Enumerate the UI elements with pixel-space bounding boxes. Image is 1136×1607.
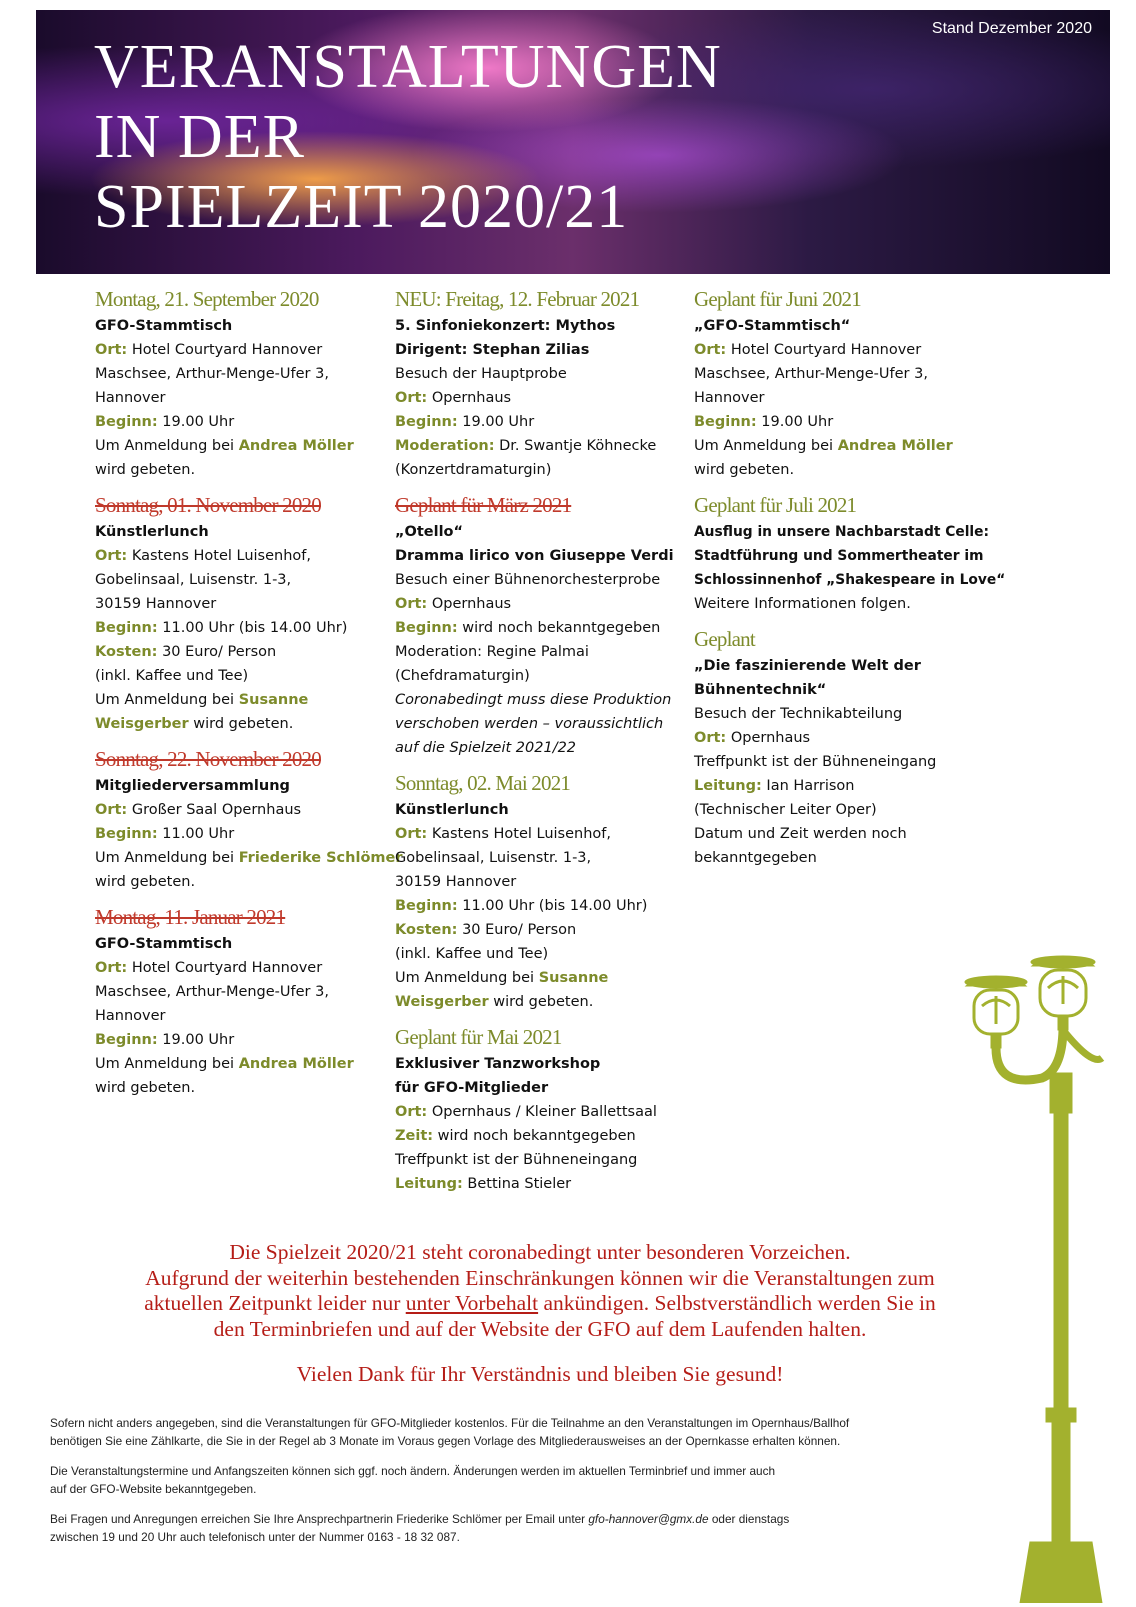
event-registration-end: wird gebeten.: [95, 462, 196, 478]
event-start: Beginn: wird noch bekanntgegeben: [395, 620, 661, 636]
footer-paragraph-1: Sofern nicht anders angegeben, sind die Veranstaltungen für GFO-Mitglieder kostenlos. Für die Teilnahme an den Veranstaltungen im Opernhaus/Ballhof benötigen Sie eine Zählkarte, die Sie in der Regel ab 3 Monate im Voraus gegen Vorlage des Mitgliederausweises an der Opernkasse erhalten können.: [50, 1416, 850, 1448]
contact-name: Susanne: [238, 692, 309, 708]
event-item: [694, 284, 994, 482]
event-location-line: Maschsee, Arthur-Menge-Ufer 3,: [694, 366, 928, 382]
event-title: Künstlerlunch: [95, 524, 209, 540]
contact-name: Andrea Möller: [238, 1056, 354, 1072]
event-location: Ort: Opernhaus: [395, 390, 512, 406]
event-date: Geplant für Juli 2021: [694, 493, 857, 517]
event-location: Ort: Kastens Hotel Luisenhof,: [95, 548, 311, 564]
event-description: Besuch der Technikabteilung: [694, 706, 903, 722]
event-registration: Um Anmeldung bei Andrea Möller: [95, 438, 354, 454]
event-item: [95, 902, 385, 1100]
event-location-line: Maschsee, Arthur-Menge-Ufer 3,: [95, 366, 329, 382]
event-note: verschoben werden – voraussichtlich: [395, 716, 664, 732]
event-date-cancelled: Sonntag, 01. November 2020: [95, 493, 321, 517]
event-title: Ausflug in unsere Nachbarstadt Celle:: [694, 524, 990, 540]
event-date-cancelled: Geplant für März 2021: [395, 493, 572, 517]
event-registration-end: wird gebeten.: [95, 1080, 196, 1096]
event-title: 5. Sinfoniekonzert: Mythos: [395, 318, 616, 334]
event-date-cancelled: Sonntag, 22. November 2020: [95, 747, 321, 771]
event-moderation: Moderation: Regine Palmai: [395, 644, 589, 660]
event-title: „Otello“: [395, 524, 464, 540]
contact-name: Andrea Möller: [238, 438, 354, 454]
event-location-line: Hannover: [95, 1008, 166, 1024]
event-meeting-point: Treffpunkt ist der Bühneneingang: [694, 754, 937, 770]
event-title: GFO-Stammtisch: [95, 318, 233, 334]
event-location: [95, 338, 385, 362]
page-title: [94, 32, 722, 242]
event-title-line: Schlossinnenhof „Shakespeare in Love“: [694, 572, 1006, 588]
event-registration: Um Anmeldung bei Friederike Schlömer: [95, 850, 403, 866]
event-moderation-note: (Konzertdramaturgin): [395, 462, 552, 478]
events-column-1: [95, 284, 403, 1108]
event-start: Beginn: 11.00 Uhr (bis 14.00 Uhr): [395, 898, 648, 914]
event-item: [395, 490, 685, 760]
event-location: Ort: Opernhaus / Kleiner Ballettsaal: [395, 1104, 657, 1120]
event-start: Beginn: 19.00 Uhr: [395, 414, 535, 430]
event-subtitle: Dramma lirico von Giuseppe Verdi: [395, 548, 674, 564]
event-item: [95, 284, 385, 482]
event-date: Geplant für Juni 2021: [694, 287, 861, 311]
contact-name: Friederike Schlömer: [238, 850, 403, 866]
contact-name: Susanne: [538, 970, 609, 986]
contact-name: Weisgerber: [395, 994, 489, 1010]
notice-line: den Terminbriefen und auf der Website der GFO auf dem Laufenden halten.: [213, 1316, 867, 1341]
footer-paragraph-2: Die Veranstaltungstermine und Anfangszeiten können sich ggf. noch ändern. Änderungen werden im aktuellen Terminbrief und immer auch auf der GFO-Website bekanntgegeben.: [50, 1464, 776, 1496]
location-value: Hotel Courtyard Hannover: [131, 342, 323, 358]
event-info: Weitere Informationen folgen.: [694, 596, 911, 612]
notice-emphasis: unter Vorbehalt: [405, 1291, 539, 1315]
events-column-3: [694, 284, 1006, 878]
event-time: Zeit: wird noch bekanntgegeben: [395, 1128, 636, 1144]
event-registration-end: Weisgerber wird gebeten.: [395, 994, 594, 1010]
event-start: Beginn: 11.00 Uhr (bis 14.00 Uhr): [95, 620, 348, 636]
event-registration-end: wird gebeten.: [95, 874, 196, 890]
event-date-note: Datum und Zeit werden noch: [694, 826, 907, 842]
location-label: Ort:: [95, 342, 128, 358]
event-item: [95, 490, 385, 736]
event-lead: Leitung: Ian Harrison: [694, 778, 855, 794]
event-location-line: Gobelinsaal, Luisenstr. 1-3,: [95, 572, 292, 588]
event-note: Coronabedingt muss diese Produktion: [395, 692, 672, 708]
event-lead: Leitung: Bettina Stieler: [395, 1176, 572, 1192]
event-registration: Um Anmeldung bei Susanne: [395, 970, 609, 986]
event-moderation-note: (Chefdramaturgin): [395, 668, 530, 684]
event-date: Sonntag, 02. Mai 2021: [395, 771, 571, 795]
event-registration: Um Anmeldung bei Susanne: [95, 692, 309, 708]
event-title-line: Bühnentechnik“: [694, 682, 827, 698]
event-start: Beginn: 11.00 Uhr: [95, 826, 235, 842]
event-location-line: Hannover: [95, 390, 166, 406]
event-item: [694, 490, 1006, 616]
event-subtitle: für GFO-Mitglieder: [395, 1080, 549, 1096]
event-location: Ort: Opernhaus: [395, 596, 512, 612]
event-location-line: 30159 Hannover: [395, 874, 517, 890]
event-location-line: Gobelinsaal, Luisenstr. 1-3,: [395, 850, 592, 866]
event-location: Ort: Kastens Hotel Luisenhof,: [395, 826, 611, 842]
event-title: Exklusiver Tanzworkshop: [395, 1056, 601, 1072]
start-value: 19.00 Uhr: [162, 414, 235, 430]
header-banner: [36, 10, 1110, 274]
event-item: [395, 768, 685, 1014]
event-title-line: Stadtführung und Sommertheater im: [694, 548, 984, 564]
event-start: Beginn: 19.00 Uhr: [95, 1032, 235, 1048]
event-location-line: 30159 Hannover: [95, 596, 217, 612]
event-cost-note: (inkl. Kaffee und Tee): [95, 668, 249, 684]
event-description: Besuch einer Bühnenorchesterprobe: [395, 572, 661, 588]
event-description: Besuch der Hauptprobe: [395, 366, 567, 382]
contact-name: Andrea Möller: [837, 438, 953, 454]
event-date-cancelled: Montag, 11. Januar 2021: [95, 905, 286, 929]
event-location: Ort: Opernhaus: [694, 730, 811, 746]
event-title: „GFO-Stammtisch“: [694, 318, 851, 334]
event-subtitle: Dirigent: Stephan Zilias: [395, 342, 590, 358]
event-date: Geplant für Mai 2021: [395, 1025, 562, 1049]
street-lamp-icon: [962, 948, 1112, 1603]
event-item: [95, 744, 403, 894]
event-date: NEU: Freitag, 12. Februar 2021: [395, 287, 640, 311]
title-line-1: VERANSTALTUNGEN: [94, 33, 722, 101]
start-label: Beginn:: [95, 414, 158, 430]
footer-paragraph-3: Bei Fragen und Anregungen erreichen Sie Ihre Ansprechpartnerin Friederike Schlömer per Email unter gfo-hannover@gmx.de oder dienstags zwischen 19 und 20 Uhr auch telefonisch unter der Nummer 0163 - 18 32 087.: [50, 1512, 790, 1544]
event-title: Mitgliederversammlung: [95, 778, 290, 794]
event-title: Künstlerlunch: [395, 802, 509, 818]
title-line-3: SPIELZEIT 2020/21: [94, 173, 629, 241]
notice-line: aktuellen Zeitpunkt leider nur unter Vorbehalt ankündigen. Selbstverständlich werden Sie in: [144, 1291, 936, 1315]
event-start: [95, 410, 385, 434]
event-location: Ort: Hotel Courtyard Hannover: [694, 342, 922, 358]
event-title: GFO-Stammtisch: [95, 936, 233, 952]
contact-name: Weisgerber: [95, 716, 189, 732]
event-item: [395, 1022, 685, 1196]
event-date: Montag, 21. September 2020: [95, 287, 319, 311]
status-date: Stand Dezember 2020: [931, 20, 1092, 37]
event-location-line: Hannover: [694, 390, 765, 406]
thanks-message: Vielen Dank für Ihr Verständnis und bleiben Sie gesund!: [296, 1362, 784, 1386]
event-date: Geplant: [694, 627, 755, 651]
event-registration-end: Weisgerber wird gebeten.: [95, 716, 294, 732]
event-moderation: Moderation: Dr. Swantje Köhnecke: [395, 438, 657, 454]
event-lead-note: (Technischer Leiter Oper): [694, 802, 877, 818]
email-link[interactable]: gfo-hannover@gmx.de: [588, 1512, 709, 1526]
event-item: [694, 624, 994, 870]
event-date-note: bekanntgegeben: [694, 850, 817, 866]
event-cost: Kosten: 30 Euro/ Person: [395, 922, 577, 938]
event-start: Beginn: 19.00 Uhr: [694, 414, 834, 430]
corona-notice: [40, 1240, 1040, 1342]
event-item: [395, 284, 685, 482]
event-registration-end: wird gebeten.: [694, 462, 795, 478]
event-registration: Um Anmeldung bei Andrea Möller: [95, 1056, 354, 1072]
event-location: Ort: Großer Saal Opernhaus: [95, 802, 302, 818]
events-column-2: [395, 284, 685, 1204]
event-cost: Kosten: 30 Euro/ Person: [95, 644, 277, 660]
notice-line: Aufgrund der weiterhin bestehenden Einschränkungen können wir die Veranstaltungen zum: [145, 1265, 935, 1290]
event-note: auf die Spielzeit 2021/22: [395, 740, 577, 756]
event-location: Ort: Hotel Courtyard Hannover: [95, 960, 323, 976]
event-cost-note: (inkl. Kaffee und Tee): [395, 946, 549, 962]
event-meeting-point: Treffpunkt ist der Bühneneingang: [395, 1152, 638, 1168]
notice-line: Die Spielzeit 2020/21 steht coronabedingt unter besonderen Vorzeichen.: [229, 1240, 851, 1264]
event-registration: Um Anmeldung bei Andrea Möller: [694, 438, 953, 454]
event-title: „Die faszinierende Welt der: [694, 658, 921, 674]
event-location-line: Maschsee, Arthur-Menge-Ufer 3,: [95, 984, 329, 1000]
title-line-2: IN DER: [94, 103, 305, 171]
